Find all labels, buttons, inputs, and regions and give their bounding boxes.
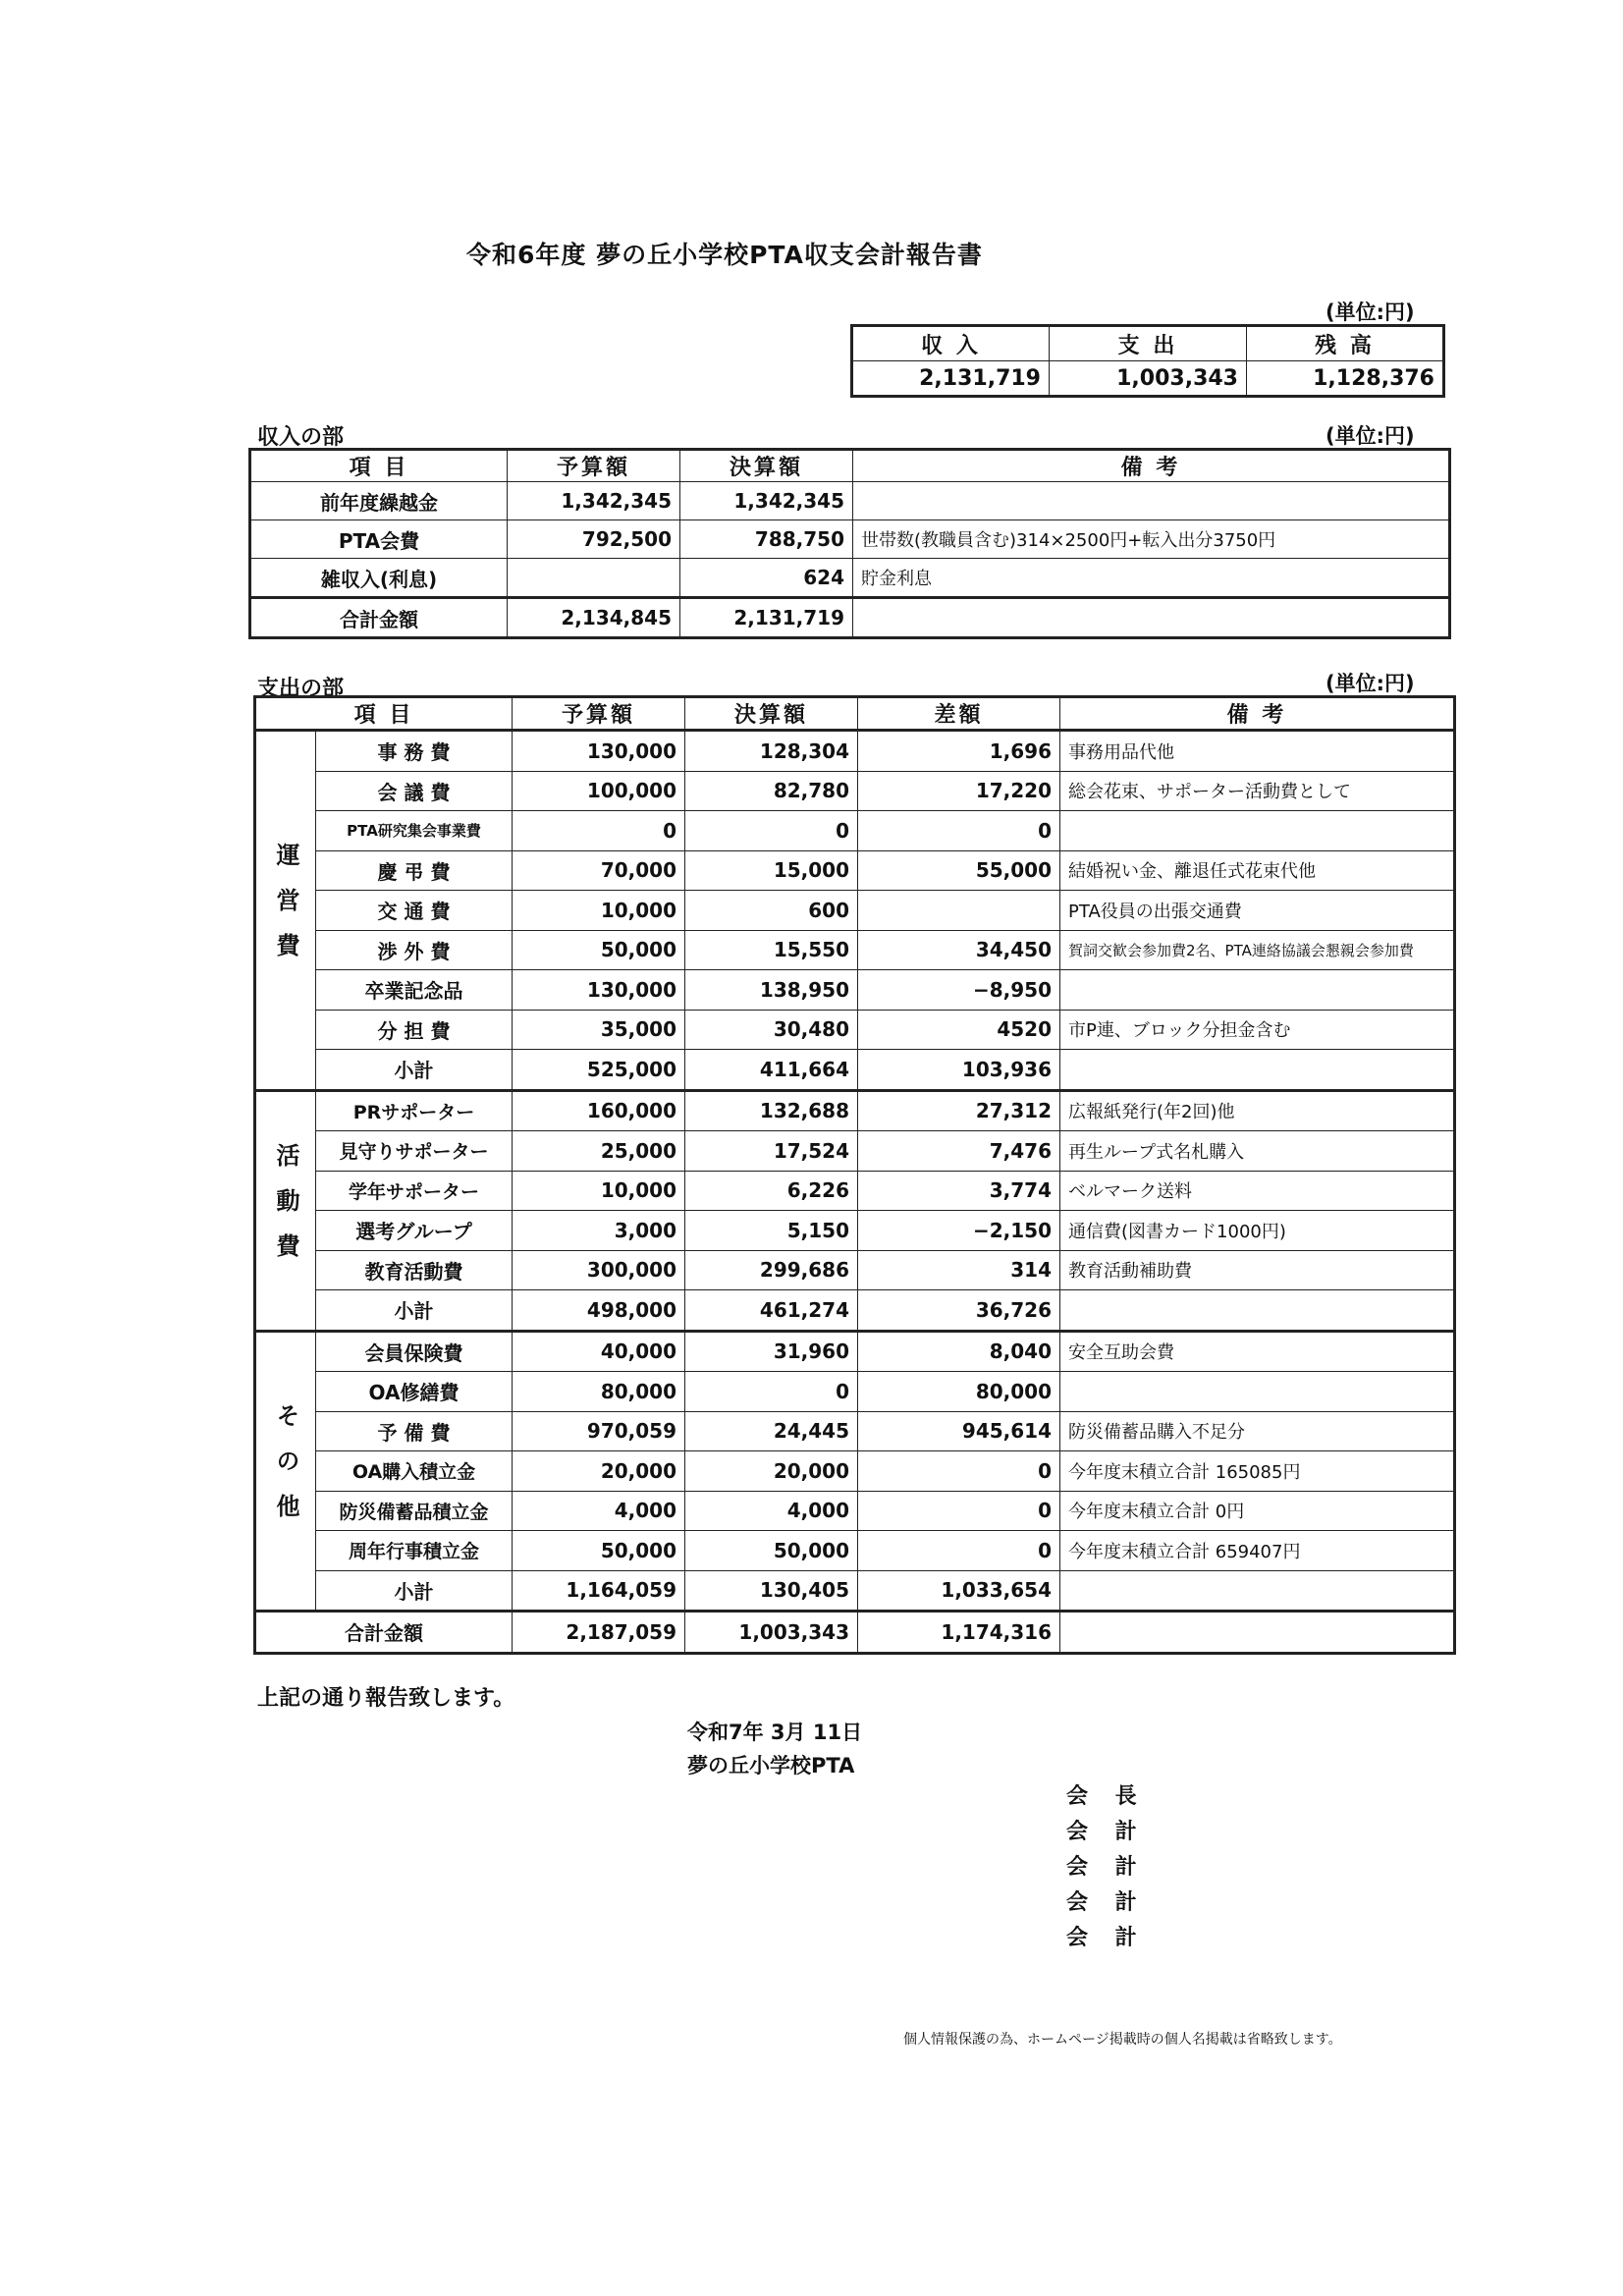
expense-header-budget: 予算額 bbox=[513, 697, 685, 731]
expense-total-item: 合計金額 bbox=[255, 1612, 513, 1654]
income-note: 世帯数(教職員含む)314×2500円+転入出分3750円 bbox=[853, 520, 1450, 559]
income-item: 雑収入(利息) bbox=[250, 559, 508, 598]
subtotal-diff: 103,936 bbox=[858, 1050, 1060, 1091]
expense-category-label: 活動費 bbox=[255, 1090, 316, 1331]
expense-item: 卒業記念品 bbox=[316, 970, 513, 1011]
summary-header-expense: 支 出 bbox=[1050, 326, 1247, 361]
expense-budget: 25,000 bbox=[513, 1131, 685, 1172]
expense-item: OA購入積立金 bbox=[316, 1451, 513, 1492]
income-note bbox=[853, 482, 1450, 520]
income-actual: 624 bbox=[680, 559, 853, 598]
table-row bbox=[255, 1131, 1455, 1172]
expense-budget: 130,000 bbox=[513, 731, 685, 772]
subtotal-item: 小計 bbox=[316, 1570, 513, 1612]
report-statement: 上記の通り報告致します。 bbox=[257, 1686, 515, 1711]
income-budget: 1,342,345 bbox=[508, 482, 680, 520]
expense-budget: 20,000 bbox=[513, 1451, 685, 1492]
expense-budget: 10,000 bbox=[513, 1171, 685, 1211]
expense-note: 今年度末積立合計 165085円 bbox=[1060, 1451, 1455, 1492]
income-actual: 788,750 bbox=[680, 520, 853, 559]
subtotal-note bbox=[1060, 1050, 1455, 1091]
table-row bbox=[250, 520, 1450, 559]
expense-note: 教育活動補助費 bbox=[1060, 1250, 1455, 1290]
income-section-label: 収入の部 bbox=[257, 425, 345, 450]
expense-actual: 24,445 bbox=[685, 1411, 858, 1451]
subtotal-actual: 411,664 bbox=[685, 1050, 858, 1091]
expense-total-note bbox=[1060, 1612, 1455, 1654]
expense-item: 防災備蓄品積立金 bbox=[316, 1491, 513, 1531]
expense-budget: 160,000 bbox=[513, 1090, 685, 1131]
expense-budget: 300,000 bbox=[513, 1250, 685, 1290]
subtotal-note bbox=[1060, 1290, 1455, 1332]
expense-header-note: 備 考 bbox=[1060, 697, 1455, 731]
expense-item: 学年サポーター bbox=[316, 1171, 513, 1211]
signer-role: 会 長 bbox=[1066, 1784, 1147, 1809]
summary-unit: (単位:円) bbox=[1325, 301, 1415, 324]
expense-item: 周年行事積立金 bbox=[316, 1531, 513, 1571]
expense-diff: 27,312 bbox=[858, 1090, 1060, 1131]
expense-diff: 8,040 bbox=[858, 1331, 1060, 1372]
expense-item: 事 務 費 bbox=[316, 731, 513, 772]
expense-note: 防災備蓄品購入不足分 bbox=[1060, 1411, 1455, 1451]
expense-total-actual: 1,003,343 bbox=[685, 1612, 858, 1654]
expense-budget: 100,000 bbox=[513, 771, 685, 811]
income-header-actual: 決算額 bbox=[680, 450, 853, 482]
subtotal-row bbox=[255, 1290, 1455, 1332]
income-header-item: 項 目 bbox=[250, 450, 508, 482]
expense-diff: −2,150 bbox=[858, 1211, 1060, 1251]
subtotal-budget: 498,000 bbox=[513, 1290, 685, 1332]
expense-budget: 130,000 bbox=[513, 970, 685, 1011]
table-row bbox=[255, 771, 1455, 811]
organization-name: 夢の丘小学校PTA bbox=[687, 1754, 855, 1777]
expense-diff: 4520 bbox=[858, 1010, 1060, 1050]
expense-actual: 17,524 bbox=[685, 1131, 858, 1172]
expense-diff bbox=[858, 891, 1060, 931]
expense-budget: 970,059 bbox=[513, 1411, 685, 1451]
expense-actual: 31,960 bbox=[685, 1331, 858, 1372]
subtotal-diff: 1,033,654 bbox=[858, 1570, 1060, 1612]
subtotal-row bbox=[255, 1050, 1455, 1091]
income-total-actual: 2,131,719 bbox=[680, 598, 853, 638]
table-row bbox=[255, 1451, 1455, 1492]
expense-item: 会 議 費 bbox=[316, 771, 513, 811]
expense-diff: 17,220 bbox=[858, 771, 1060, 811]
income-header-note: 備 考 bbox=[853, 450, 1450, 482]
subtotal-item: 小計 bbox=[316, 1050, 513, 1091]
subtotal-budget: 525,000 bbox=[513, 1050, 685, 1091]
privacy-note: 個人情報保護の為、ホームページ掲載時の個人名掲載は省略致します。 bbox=[903, 2032, 1342, 2048]
subtotal-item: 小計 bbox=[316, 1290, 513, 1332]
expense-note: 再生ループ式名札購入 bbox=[1060, 1131, 1455, 1172]
signer-role: 会 計 bbox=[1066, 1855, 1147, 1880]
summary-income-value: 2,131,719 bbox=[852, 361, 1050, 397]
expense-actual: 20,000 bbox=[685, 1451, 858, 1492]
expense-note: 賀詞交歓会参加費2名、PTA連絡協議会懇親会参加費 bbox=[1060, 930, 1455, 970]
expense-note: 結婚祝い金、離退任式花束代他 bbox=[1060, 850, 1455, 891]
expense-item: PTA研究集会事業費 bbox=[316, 811, 513, 851]
expense-budget: 80,000 bbox=[513, 1372, 685, 1412]
expense-note: 事務用品代他 bbox=[1060, 731, 1455, 772]
expense-note: 今年度末積立合計 0円 bbox=[1060, 1491, 1455, 1531]
table-row bbox=[255, 930, 1455, 970]
expense-header-item: 項 目 bbox=[255, 697, 513, 731]
expense-budget: 0 bbox=[513, 811, 685, 851]
expense-actual: 4,000 bbox=[685, 1491, 858, 1531]
expense-item: 見守りサポーター bbox=[316, 1131, 513, 1172]
expense-actual: 15,000 bbox=[685, 850, 858, 891]
signature-block bbox=[1066, 1779, 1147, 1956]
expense-unit: (単位:円) bbox=[1325, 672, 1415, 695]
expense-category-label: 運営費 bbox=[255, 731, 316, 1091]
table-row bbox=[255, 811, 1455, 851]
subtotal-note bbox=[1060, 1570, 1455, 1612]
expense-item: 予 備 費 bbox=[316, 1411, 513, 1451]
expense-item: 渉 外 費 bbox=[316, 930, 513, 970]
expense-total-diff: 1,174,316 bbox=[858, 1612, 1060, 1654]
expense-actual: 50,000 bbox=[685, 1531, 858, 1571]
expense-section-label: 支出の部 bbox=[257, 677, 345, 701]
table-row bbox=[255, 891, 1455, 931]
expense-actual: 0 bbox=[685, 811, 858, 851]
expense-actual: 5,150 bbox=[685, 1211, 858, 1251]
expense-actual: 30,480 bbox=[685, 1010, 858, 1050]
expense-note bbox=[1060, 970, 1455, 1011]
income-header-budget: 予算額 bbox=[508, 450, 680, 482]
expense-budget: 10,000 bbox=[513, 891, 685, 931]
subtotal-actual: 461,274 bbox=[685, 1290, 858, 1332]
expense-diff: 0 bbox=[858, 1451, 1060, 1492]
table-row bbox=[250, 559, 1450, 598]
expense-item: 会員保険費 bbox=[316, 1331, 513, 1372]
income-item: 前年度繰越金 bbox=[250, 482, 508, 520]
signer-role: 会 計 bbox=[1066, 1926, 1147, 1950]
table-row bbox=[255, 731, 1455, 772]
expense-note: 市P連、ブロック分担金含む bbox=[1060, 1010, 1455, 1050]
expense-item: 交 通 費 bbox=[316, 891, 513, 931]
expense-budget: 40,000 bbox=[513, 1331, 685, 1372]
expense-actual: 6,226 bbox=[685, 1171, 858, 1211]
expense-note: PTA役員の出張交通費 bbox=[1060, 891, 1455, 931]
table-row bbox=[255, 1010, 1455, 1050]
subtotal-diff: 36,726 bbox=[858, 1290, 1060, 1332]
signer-role: 会 計 bbox=[1066, 1890, 1147, 1915]
table-row bbox=[255, 1491, 1455, 1531]
summary-table bbox=[850, 324, 1445, 398]
expense-category-label: その他 bbox=[255, 1331, 316, 1612]
expense-actual: 299,686 bbox=[685, 1250, 858, 1290]
expense-diff: 7,476 bbox=[858, 1131, 1060, 1172]
subtotal-actual: 130,405 bbox=[685, 1570, 858, 1612]
expense-item: 慶 弔 費 bbox=[316, 850, 513, 891]
expense-total-budget: 2,187,059 bbox=[513, 1612, 685, 1654]
income-total-item: 合計金額 bbox=[250, 598, 508, 638]
income-table bbox=[248, 448, 1451, 639]
expense-diff: 945,614 bbox=[858, 1411, 1060, 1451]
expense-note: 総会花束、サポーター活動費として bbox=[1060, 771, 1455, 811]
subtotal-row bbox=[255, 1570, 1455, 1612]
table-row bbox=[255, 1411, 1455, 1451]
expense-note bbox=[1060, 811, 1455, 851]
expense-actual: 138,950 bbox=[685, 970, 858, 1011]
summary-header-balance: 残 高 bbox=[1247, 326, 1444, 361]
income-total-budget: 2,134,845 bbox=[508, 598, 680, 638]
expense-diff: 314 bbox=[858, 1250, 1060, 1290]
expense-note: 安全互助会費 bbox=[1060, 1331, 1455, 1372]
summary-balance-value: 1,128,376 bbox=[1247, 361, 1444, 397]
expense-budget: 70,000 bbox=[513, 850, 685, 891]
expense-actual: 82,780 bbox=[685, 771, 858, 811]
income-unit: (単位:円) bbox=[1325, 424, 1415, 448]
expense-actual: 600 bbox=[685, 891, 858, 931]
expense-actual: 132,688 bbox=[685, 1090, 858, 1131]
income-budget bbox=[508, 559, 680, 598]
income-total-note bbox=[853, 598, 1450, 638]
table-row bbox=[255, 1211, 1455, 1251]
expense-note bbox=[1060, 1372, 1455, 1412]
expense-budget: 4,000 bbox=[513, 1491, 685, 1531]
income-item: PTA会費 bbox=[250, 520, 508, 559]
expense-budget: 50,000 bbox=[513, 1531, 685, 1571]
table-row bbox=[255, 1090, 1455, 1131]
expense-budget: 50,000 bbox=[513, 930, 685, 970]
expense-note: ベルマーク送料 bbox=[1060, 1171, 1455, 1211]
income-total-row bbox=[250, 598, 1450, 638]
expense-item: 分 担 費 bbox=[316, 1010, 513, 1050]
table-row bbox=[255, 1531, 1455, 1571]
expense-actual: 128,304 bbox=[685, 731, 858, 772]
subtotal-budget: 1,164,059 bbox=[513, 1570, 685, 1612]
expense-item: PRサポーター bbox=[316, 1090, 513, 1131]
table-row bbox=[250, 482, 1450, 520]
expense-table bbox=[253, 695, 1456, 1655]
expense-actual: 15,550 bbox=[685, 930, 858, 970]
expense-diff: 0 bbox=[858, 1531, 1060, 1571]
income-budget: 792,500 bbox=[508, 520, 680, 559]
page-title: 令和6年度 夢の丘小学校PTA収支会計報告書 bbox=[466, 241, 983, 269]
expense-diff: 1,696 bbox=[858, 731, 1060, 772]
expense-diff: 34,450 bbox=[858, 930, 1060, 970]
expense-diff: 3,774 bbox=[858, 1171, 1060, 1211]
signer-role: 会 計 bbox=[1066, 1820, 1147, 1844]
expense-note: 広報紙発行(年2回)他 bbox=[1060, 1090, 1455, 1131]
table-row bbox=[255, 1331, 1455, 1372]
table-row bbox=[255, 850, 1455, 891]
expense-diff: 55,000 bbox=[858, 850, 1060, 891]
expense-diff: 0 bbox=[858, 811, 1060, 851]
expense-note: 通信費(図書カード1000円) bbox=[1060, 1211, 1455, 1251]
table-row bbox=[255, 1372, 1455, 1412]
expense-header-actual: 決算額 bbox=[685, 697, 858, 731]
summary-expense-value: 1,003,343 bbox=[1050, 361, 1247, 397]
expense-actual: 0 bbox=[685, 1372, 858, 1412]
table-row bbox=[255, 1171, 1455, 1211]
expense-diff: 80,000 bbox=[858, 1372, 1060, 1412]
income-actual: 1,342,345 bbox=[680, 482, 853, 520]
income-note: 貯金利息 bbox=[853, 559, 1450, 598]
expense-diff: 0 bbox=[858, 1491, 1060, 1531]
expense-header-diff: 差額 bbox=[858, 697, 1060, 731]
expense-item: 選考グループ bbox=[316, 1211, 513, 1251]
expense-item: 教育活動費 bbox=[316, 1250, 513, 1290]
summary-header-income: 収 入 bbox=[852, 326, 1050, 361]
table-row bbox=[255, 1250, 1455, 1290]
expense-total-row bbox=[255, 1612, 1455, 1654]
expense-budget: 3,000 bbox=[513, 1211, 685, 1251]
expense-diff: −8,950 bbox=[858, 970, 1060, 1011]
expense-item: OA修繕費 bbox=[316, 1372, 513, 1412]
expense-note: 今年度末積立合計 659407円 bbox=[1060, 1531, 1455, 1571]
table-row bbox=[255, 970, 1455, 1011]
expense-budget: 35,000 bbox=[513, 1010, 685, 1050]
report-date: 令和7年 3月 11日 bbox=[687, 1721, 863, 1744]
